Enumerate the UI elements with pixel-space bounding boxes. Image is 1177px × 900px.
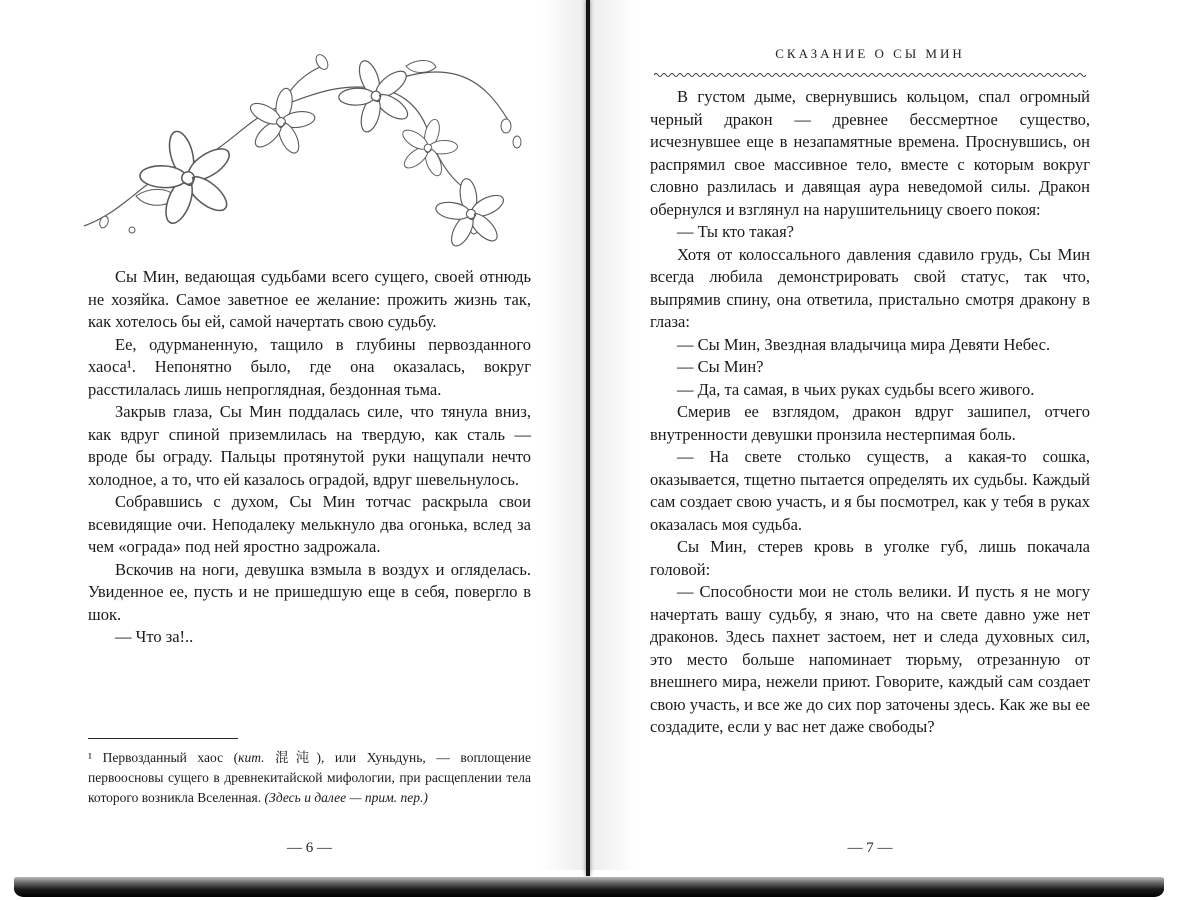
orchid-branch-drawing: [76, 26, 538, 264]
book-spine: [586, 0, 590, 876]
wavy-line-drawing: [654, 71, 1086, 79]
paragraph-dialogue: — Что за!..: [115, 627, 194, 646]
paragraph: Хотя от колоссального давления сдавило грудь, Сы Мин всегда любила демонстрировать свой статус, так что, выпрямив спину, она ответила, пристально смотря дракону в глаза:: [650, 244, 1090, 331]
paragraph: Сы Мин, ведающая судьбами всего сущего, своей отнюдь не хозяйка. Самое заветное ее желание: прожить жизнь так, как хотелось бы ей, самой начертать свою судьбу.: [88, 267, 531, 331]
running-header: СКАЗАНИЕ О СЫ МИН: [775, 46, 965, 61]
paragraph-dialogue: — Способности мои не столь велики. И пусть я не могу начертать вашу судьбу, я знаю, что на свете давно уже нет драконов. Здесь пахнет застоем, нет и следа духовных сил, это место больше напоминает тюрьму, отрезанную от внешнего мира, нежели приют. Говорите, каждый сам создает свою участь, и все же до сих пор заточены здесь. Как же вы ее создадите, если у вас нет даже свободы?: [650, 582, 1090, 736]
paragraph-dialogue: — На свете столько существ, а какая-то сошка, оказывается, тщетно пытается определять их судьбы. Каждый сам создает свою участь, и я бы посмотрел, как у тебя в руках оказалась моя судьба.: [650, 447, 1090, 534]
gutter-shadow-left: [540, 0, 586, 870]
paragraph: Ее, одурманенную, тащило в глубины первозданного хаоса¹. Непонятно было, где она оказалась, вокруг расстилалась лишь непроглядная, бездонная тьма.: [88, 334, 531, 399]
page-number-right: — 7 —: [847, 840, 893, 856]
header-ornament-wavy-line: [654, 66, 1086, 74]
footnote-segment: 混沌), или Хуньдунь, — воплощение первоосновы сущего в древнекитайской мифологии, при расщеплении тела которого возникла Вселенная.: [88, 750, 531, 805]
paragraph-dialogue: — Да, та самая, в чьих руках судьбы всего живого.: [677, 379, 1035, 399]
paragraph: Смерив ее взглядом, дракон вдруг зашипел, отчего внутренности девушки пронзила нестерпимая боль.: [650, 402, 1090, 444]
right-page-text: [650, 86, 1090, 739]
left-page-text: [88, 266, 531, 649]
page-number-left: — 6 —: [287, 840, 332, 856]
paragraph-dialogue: — Ты кто такая?: [677, 222, 794, 241]
footnote: [88, 738, 531, 808]
footnote-segment-italic: (Здесь и далее — прим. пер.): [264, 790, 428, 805]
paragraph-dialogue: — Сы Мин?: [677, 357, 764, 376]
book-bottom-edge-shadow: [14, 877, 1164, 897]
paragraph: В густом дыме, свернувшись кольцом, спал огромный черный дракон — древнее бессмертное существо, исчезнувшее еще в незапамятные времена. Проснувшись, он распрямил свое массивное тело, вместе с которым вокруг словно разлилась и давящая аура неведомой силы. Дракон обернулся и взглянул на нарушительницу своего покоя:: [650, 87, 1090, 219]
paragraph-dialogue: — Сы Мин, Звездная владычица мира Девяти Небес.: [677, 334, 1051, 354]
paragraph: Собравшись с духом, Сы Мин тотчас раскрыла свои всевидящие очи. Неподалеку мелькнуло два огонька, вслед за чем «ограда» под ней яростно задрожала.: [88, 492, 531, 556]
paragraph: Закрыв глаза, Сы Мин поддалась силе, что тянула вниз, как вдруг спиной приземлилась на твердую, как сталь — вроде бы ограду. Пальцы протянутой руки нащупали нечто холодное, а то, что ей казалось оградой, вдруг шевельнулось.: [88, 402, 531, 489]
footnote-segment: ¹ Первозданный хаос (: [88, 750, 239, 765]
orchid-illustration: [76, 26, 538, 264]
paragraph: Сы Мин, стерев кровь в уголке губ, лишь покачала головой:: [650, 537, 1090, 579]
footnote-divider: [88, 738, 238, 739]
footnote-segment-italic: кит.: [238, 750, 265, 765]
gutter-shadow-right: [590, 0, 636, 870]
footnote-text: [88, 748, 531, 808]
paragraph: Вскочив на ноги, девушка взмыла в воздух и огляделась. Увиденное ее, пусть и не пришедшую еще в себя, повергло в шок.: [88, 559, 531, 624]
